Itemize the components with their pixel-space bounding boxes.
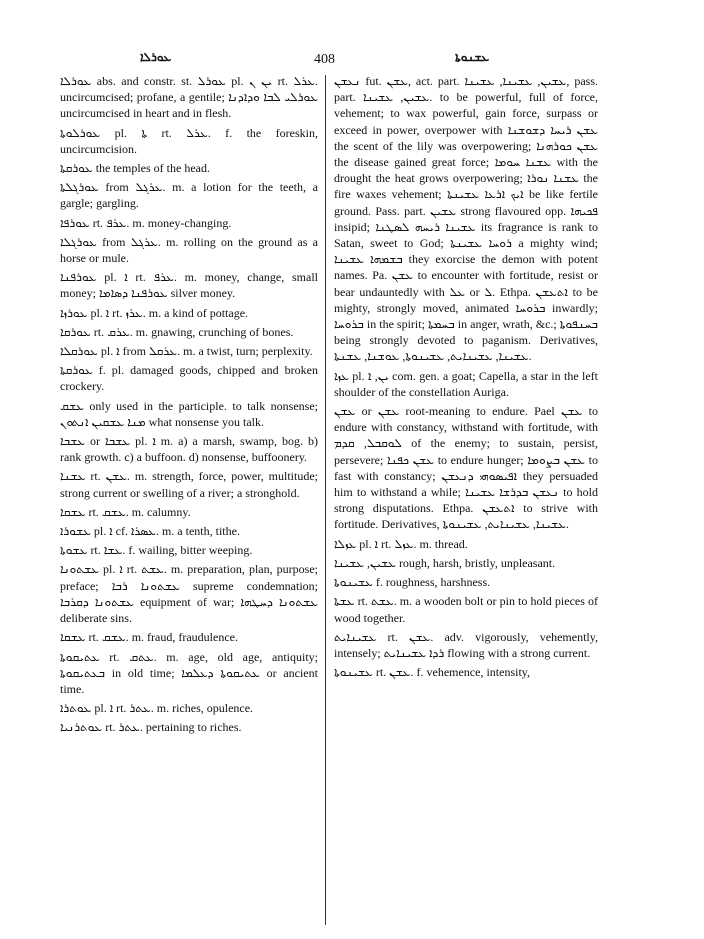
entry: ܥܘܪܠܘܬܐ pl. ܬܐ rt. ܥܪܠ. f. the foreskin, uncircumcision. xyxy=(60,125,318,156)
entry: ܥܬܝܩܘܬܐ rt. ܥܬܩ. m. age, old age, antiquity; ܒܥܬܝܩܘܬܐ in old time; ܥܬܝܩܘܬܐ ܕܥܠܡܐ or ancient time. xyxy=(60,649,318,696)
entry: ܥܫܝܢܐܝܬ rt. ܥܫܢ. adv. vigorously, vehemently, intensely; ܪܕܐ ܥܫܝܢܐܝܬ flowing with a strong current. xyxy=(334,629,598,660)
entry: ܥܫܩܐ rt. ܥܫܩ. m. fraud, fraudulence. xyxy=(60,630,238,645)
entry: ܥܘܬܪܐ pl. ܐ rt. ܥܬܪ. m. riches, opulence. xyxy=(60,701,254,716)
left-guide-word: ܥܘܪܠܐ xyxy=(140,50,172,64)
entry: ܥܘܪܩܐ rt. ܥܪܩ. m. gnawing, crunching of bones. xyxy=(60,324,294,339)
entry: ܥܘܪܦܐ rt. ܥܪܦ. m. money-changing. xyxy=(60,215,232,230)
entry: ܥܫܒܐ or ܥܫܒܐ pl. ܐ m. a) a marsh, swamp, bog. b) rank growth. c) a buffoon. d) nonsense, buffoonery. xyxy=(60,434,318,465)
entry: ܥܘܪܓܠܬܐ from ܥܪܓܠ. m. a lotion for the teeth, a gargle; gargling. xyxy=(60,180,318,211)
entry: ܥܘܪܠܐ abs. and constr. st. ܥܘܪܠ pl. ܝܢ ܢ rt. ܥܪܠ. uncircumcised; profane, a gentile; ܥܘܪܠܝ ܠܒܐ ܘܕܐܕܢܐ uncircumcised in heart and in flesh. xyxy=(60,74,318,121)
entry: ܥܫܢ or ܥܫܢ root-meaning to endure. Pael ܥܫܢ to endure with constancy, withstand with fortitude, with ܠܘܩܒܠ, ܩܕܡ of the enemy; to sustain, persist, persevere; ܥܫܢ ܟܦܢܐ to endure hunger; ܥܫܢ ܒܨܘܡܐ to fast with constancy; ܐܦܝܣܘܗܝ ܕܢܥܫܢ they persuaded him to withstand a while; ܢܥܫܢ ܒܕܪܫܐ ܥܫܝܢܐ to hold strong disputations. Ethpa. ܐܬܥܫܢ to strive with fortitude. Derivatives, ܥܫܝܢܐ, ܥܫܝܢܐܝܬ, ܥܫܝܢܘܬܐ. xyxy=(334,404,598,532)
page-number: 408 xyxy=(314,52,335,67)
right-column xyxy=(334,73,598,683)
left-column xyxy=(60,73,318,739)
entry: ܥܫܢܐ rt. ܥܫܢ. m. strength, force, power, multitude; strong current or swelling of a river; a stronghold. xyxy=(60,469,318,500)
entry: ܥܘܪܩܠܐ pl. ܐ from ܥܪܩܠ. m. a twist, turn; perplexity. xyxy=(60,344,313,359)
entry: ܥܫܘܬܐ rt. ܥܫܐ. f. wailing, bitter weeping. xyxy=(60,543,253,558)
entry: ܥܘܪܩܬܐ the temples of the head. xyxy=(60,161,210,176)
entry: ܥܙܐ pl. ܝܢ, ܐ com. gen. a goat; Capella, a star in the left shoulder of the constellation Auriga. xyxy=(334,368,598,399)
entry: ܥܘܪܩܬܐ f. pl. damaged goods, chipped and broken crockery. xyxy=(60,363,318,394)
entry: ܥܘܪܓܠܐ from ܥܪܓܠ. m. rolling on the ground as a horse or mule. xyxy=(60,234,319,266)
right-guide-word: ܥܫܢܘܬܐ xyxy=(455,50,490,64)
entry: ܥܫܝܢܘܬܐ f. roughness, harshness. xyxy=(334,575,491,590)
entry: ܥܫܬܘܢܐ pl. ܐ rt. ܥܫܬ. m. preparation, plan, purpose; preface; ܥܫܬܘܢܐ ܪܒܐ supreme condemnation; ܥܫܬܘܢܐ ܕܩܪܒܐ equipment of war; ܥܫܬܘܢܐ ܕܚܛܗܐ deliberate sins. xyxy=(60,562,318,626)
entry: ܢܥܫܢ fut. ܥܫܢ, act. part. ܥܫܝܢ, ܥܫܝܢܐ, ܥܫܝܢܐ, pass. part. ܥܫܝܢ, ܥܫܝܢܐ. to be powerful, full of force, vehement; to wax powerful, gain force, surpass or exceed in power, overpower with ܥܫܢ ܪܝܚܐ ܕܫܘܫܢܐ the scent of the lily was overpowering; ܥܫܢ ܟܘܪܗܢܐ the disease gained great force; ܥܫܢܐ ܚܘܡܐ with the drought the heat grows overpowering; ܥܫܢܐ ܢܘܪܐ the fire waxes vehement; ܐܝܟ ܐܪܥܐ ܥܫܝܢܬܐ be like fertile ground. Pass. part. ܥܫܝܢ strong flavoured opp. ܦܟܝܗܐ insipid; ܥܫܝܢܐ ܪܝܚܗ ܠܣܛܢܐ its fragrance is rank to Satan, sweet to God; ܪܘܚܐ ܥܫܝܢܬܐ a mighty wind; ܒܫܡܗܐ ܥܫܝܢܐ they exorcise the demon with potent names. Pa. ܥܫܢ to encounter with fortitude, resist or bear undauntedly with ܥܠ or ܠ. Ethpa. ܐܬܥܫܢ to be mighty, strongly moved, animated ܒܪܘܚܐ inwardly; ܒܪܘܚܐ in the spirit; ܒܚܡܬܐ in anger, wrath, &c.; ܒܚܢܦܘܬܐ being strongly devoted to paganism. Derivatives, ܥܫܝܢܐ, ܥܫܝܢܐܝܬ, ܥܫܝܢܘܬܐ, ܥܘܫܢܐ, ܥܫܢܬܐ. xyxy=(334,74,599,364)
entry: ܥܫܝܢ, ܥܫܝܢܐ rough, harsh, bristly, unpleasant. xyxy=(334,555,556,570)
entry: ܥܫܝܢܘܬܐ rt. ܥܫܢ. f. vehemence, intensity, xyxy=(334,665,531,680)
column-divider xyxy=(325,75,326,925)
entry: ܥܫܩܐ rt. ܥܫܩ. m. calumny. xyxy=(60,504,191,519)
entry: ܥܘܪܦܢܐ pl. ܐ rt. ܥܪܦ. m. money, change, small money; ܥܘܪܦܢܐ ܕܣܐܡܐ silver money. xyxy=(60,270,318,301)
entry: ܥܙܠܐ pl. ܐ rt. ܥܙܠ. m. thread. xyxy=(334,536,468,551)
entry: ܥܫܬܐ rt. ܥܫܬ. m. a wooden bolt or pin to hold pieces of wood together. xyxy=(334,594,598,625)
entry: ܥܘܪܙܐ pl. ܐ rt. ܥܪܙ. m. a kind of pottage. xyxy=(60,305,249,320)
entry: ܥܘܬܪܢܝܐ rt. ܥܬܪ. pertaining to riches. xyxy=(60,720,242,735)
entry: ܥܫܘܪܐ pl. ܐ cf. ܥܣܪܐ. m. a tenth, tithe. xyxy=(60,524,240,539)
entry: ܥܫܩ only used in the participle. to talk nonsense; ܡܢܐ ܥܫܩܝܢ ܐܢܬܘܢ what nonsense you talk. xyxy=(60,398,318,429)
